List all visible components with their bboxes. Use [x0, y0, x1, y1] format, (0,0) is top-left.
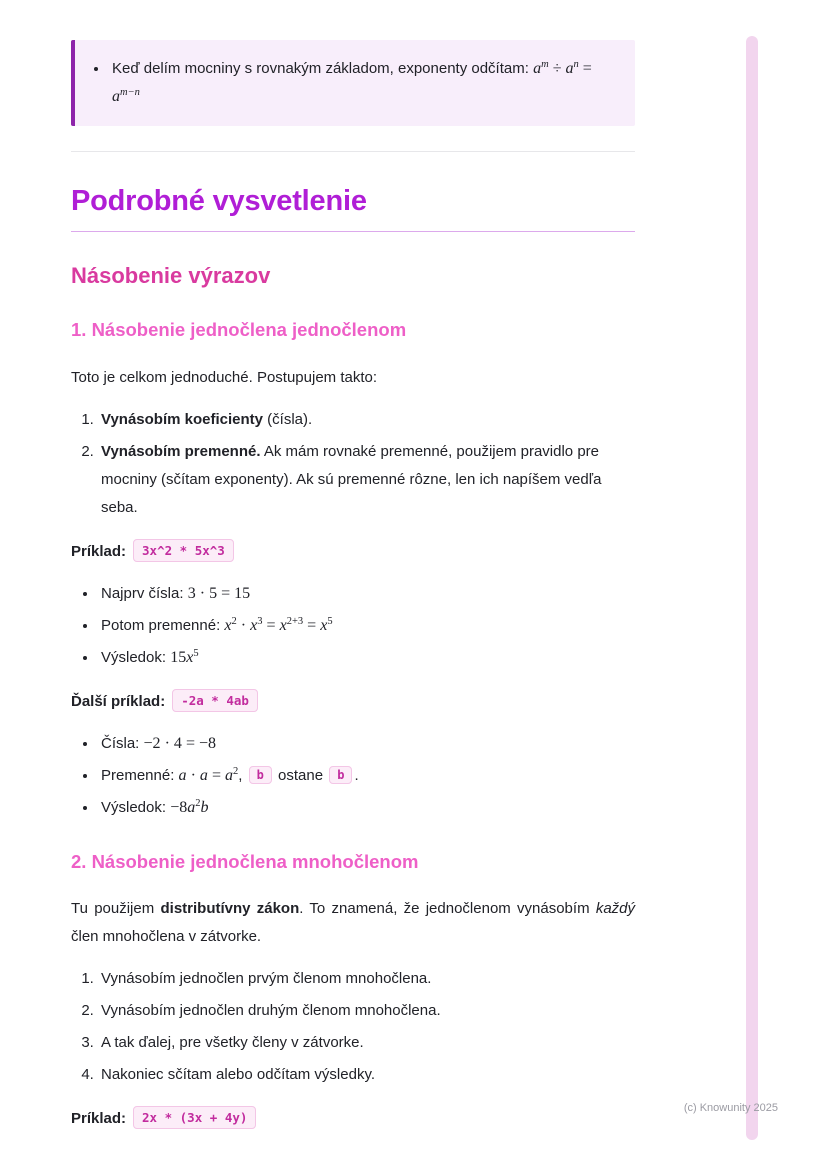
list-item: • Výsledok: $15x^5$ — [98, 644, 635, 672]
example-label: Príklad: — [71, 542, 127, 560]
paragraph-intro: Toto je celkom jednoduché. Postupujem takto: — [71, 368, 378, 386]
callout-bullet: • Keď delím mocniny s rovnakým základom, exponenty odčítam: $a^m \div a^n = a^{m-n}$ — [109, 55, 611, 111]
bullet-list-solution-2 — [71, 730, 635, 822]
list-item: • Čísla: −2 · 4 = −8 — [98, 730, 635, 758]
page-edge-strip — [746, 36, 758, 1140]
watermark: (c) Knowunity 2025 — [683, 1102, 778, 1114]
list-item: • Potom premenné: $x^2 \cdot x^3 = x^{2+3} = x^5$ — [98, 612, 635, 640]
bullet-list-solution-1 — [71, 580, 635, 672]
list-item: 4. Nakoniec sčítam alebo odčítam výsledky. — [98, 1061, 635, 1089]
example-label: Ďalší príklad: — [71, 692, 166, 710]
divider — [71, 151, 635, 152]
ordered-list-steps-2 — [71, 965, 635, 1089]
list-item: • Premenné: $a \cdot a = a^2$, b ostane b . — [98, 762, 635, 790]
list-item: 2. Vynásobím jednočlen druhým členom mnohočlena. — [98, 997, 635, 1025]
callout-list — [79, 55, 611, 111]
example-line-3 — [71, 1105, 635, 1133]
document-content — [71, 40, 635, 1133]
list-item: • Najprv čísla: 3 · 5 = 15 — [98, 580, 635, 608]
page-title: Podrobné vysvetlenie — [71, 184, 635, 232]
subsection-heading-2: 2. Násobenie jednočlena mnohočlenom — [71, 850, 419, 872]
paragraph-distributive: Tu použijem distributívny zákon. To znamená, že jednočlenom vynásobím každý člen mnohočlena v zátvorke. — [71, 899, 636, 945]
list-item: 3. A tak ďalej, pre všetky členy v zátvorke. — [98, 1029, 635, 1057]
code-chip: -2a * 4ab — [172, 689, 258, 712]
callout-block — [71, 40, 635, 126]
example-label: Príklad: — [71, 1109, 127, 1127]
code-chip: 2x * (3x + 4y) — [133, 1106, 256, 1129]
subsection-heading-1: 1. Násobenie jednočlena jednočlenom — [71, 319, 407, 341]
code-chip: 3x^2 * 5x^3 — [133, 539, 234, 562]
list-item: 2. Vynásobím premenné. Ak mám rovnaké premenné, použijem pravidlo pre mocniny (sčítam exponenty). Ak sú premenné rôzne, len ich napíšem vedľa seba. — [98, 438, 635, 522]
example-line-1 — [71, 538, 635, 566]
example-line-2 — [71, 688, 635, 716]
ordered-list-steps-1 — [71, 406, 635, 522]
list-item: 1. Vynásobím jednočlen prvým členom mnohočlena. — [98, 965, 635, 993]
list-item: • Výsledok: $-8a^2b$ — [98, 794, 635, 822]
section-heading-nasobenie-vyrazov: Násobenie výrazov — [71, 262, 271, 288]
list-item: 1. Vynásobím koeficienty (čísla). — [98, 406, 635, 434]
